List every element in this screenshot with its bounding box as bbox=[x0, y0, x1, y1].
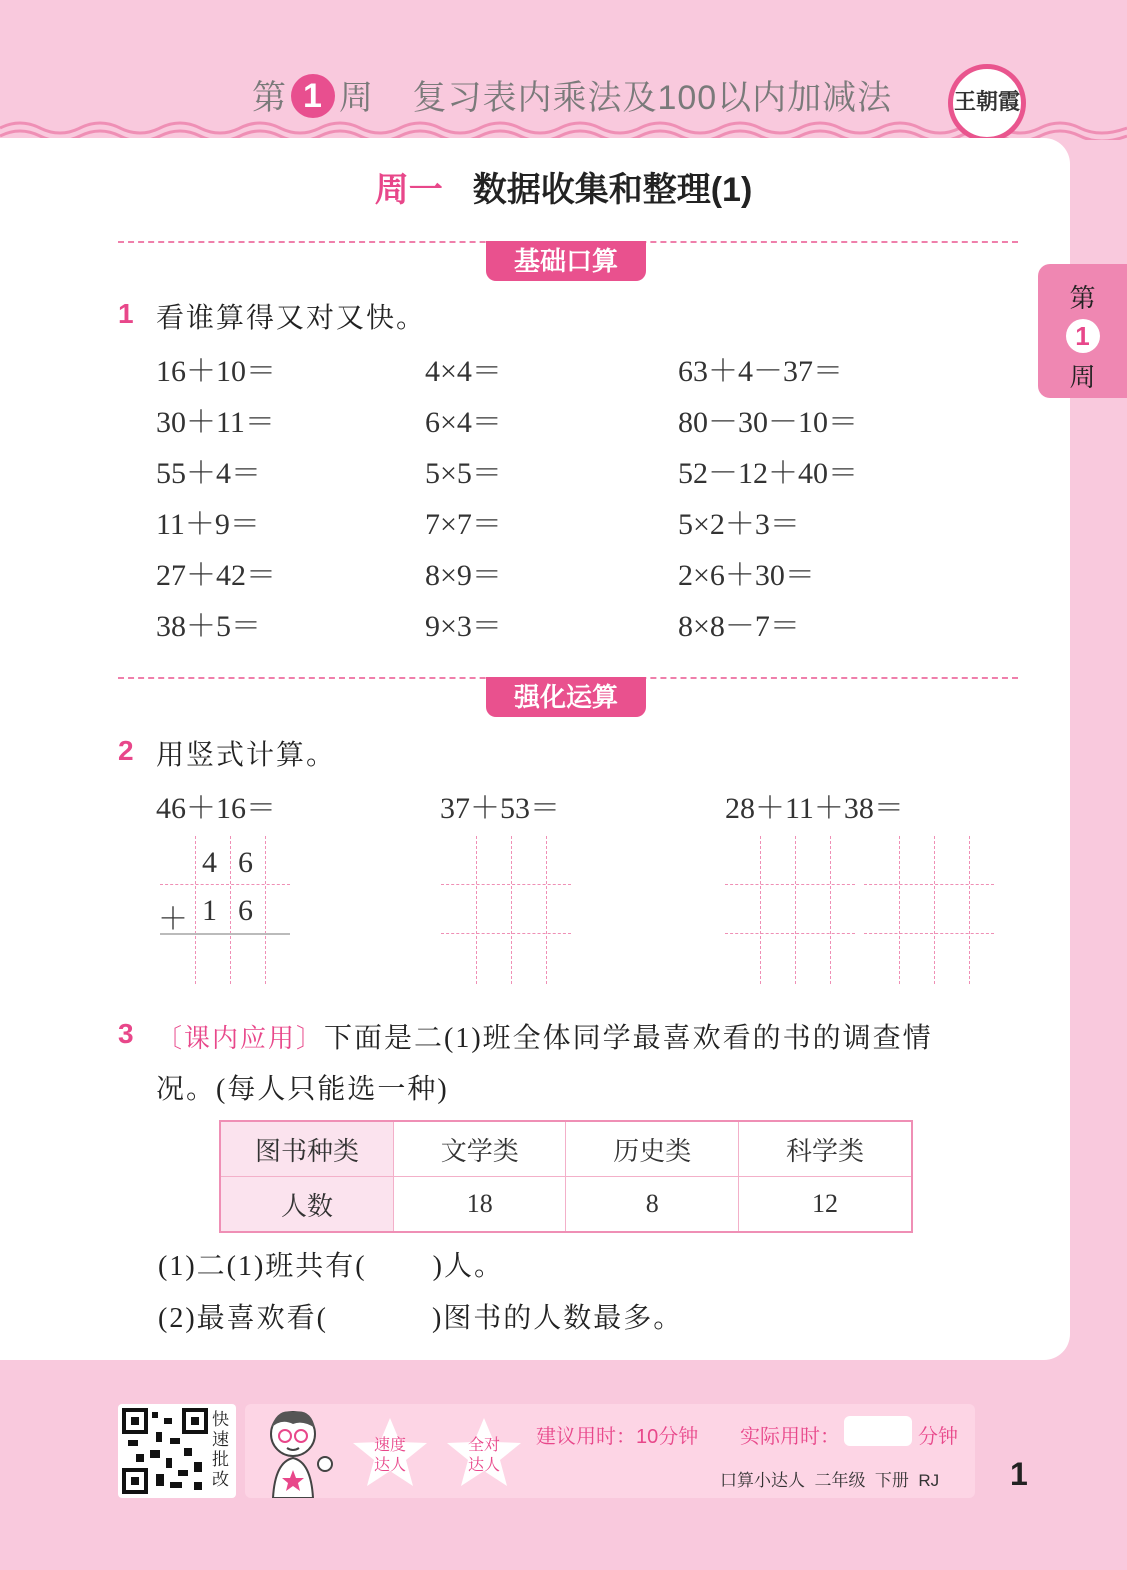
table-cell: 8 bbox=[566, 1177, 738, 1233]
survey-table bbox=[219, 1120, 913, 1233]
table-cell: 18 bbox=[394, 1177, 566, 1233]
arithmetic-item: 9×3＝ bbox=[425, 610, 502, 643]
question-prompt-line2: 况。(每人只能选一种) bbox=[156, 1074, 449, 1105]
sub-question-text: )图书的人数最多。 bbox=[431, 1303, 684, 1334]
badge-label: 全对达人 bbox=[467, 1437, 500, 1474]
sub-question-text: (1)二(1)班共有( bbox=[158, 1251, 367, 1282]
vertical-calc-expression: 37＋53＝ bbox=[440, 792, 560, 825]
week-side-tab bbox=[1038, 264, 1127, 398]
section-ribbon-strengthen: 强化运算 bbox=[486, 677, 646, 717]
cartoon-kid-icon bbox=[253, 1406, 343, 1498]
table-cell: 文学类 bbox=[394, 1121, 566, 1177]
arithmetic-item: 52－12＋40＝ bbox=[678, 457, 858, 490]
arithmetic-item: 6×4＝ bbox=[425, 406, 502, 439]
speed-master-badge bbox=[350, 1416, 430, 1488]
section-ribbon-basic: 基础口算 bbox=[486, 241, 646, 281]
vertical-calc-expression: 28＋11＋38＝ bbox=[725, 792, 904, 825]
arithmetic-item: 5×2＋3＝ bbox=[678, 508, 800, 541]
vertical-calc-grid[interactable] bbox=[725, 836, 855, 984]
sub-question-2 bbox=[158, 1296, 683, 1336]
table-cell: 人数 bbox=[220, 1177, 394, 1233]
side-tab-line1: 第 bbox=[1069, 283, 1096, 313]
question-prompt-line1 bbox=[156, 1016, 933, 1056]
page-number: 1 bbox=[1010, 1456, 1028, 1492]
arithmetic-item: 16＋10＝ bbox=[156, 355, 276, 388]
question-prompt: 看谁算得又对又快。 bbox=[156, 303, 427, 334]
header-title-line bbox=[252, 70, 892, 119]
arithmetic-item: 7×7＝ bbox=[425, 508, 502, 541]
arithmetic-item: 4×4＝ bbox=[425, 355, 502, 388]
vertical-calc-grid[interactable] bbox=[441, 836, 571, 984]
qr-code-icon bbox=[122, 1408, 208, 1494]
arithmetic-item: 8×9＝ bbox=[425, 559, 502, 592]
table-cell: 图书种类 bbox=[220, 1121, 394, 1177]
actual-time-input[interactable] bbox=[844, 1416, 912, 1446]
question-number: 3 bbox=[118, 1018, 134, 1049]
actual-time-label: 实际用时： bbox=[740, 1426, 840, 1448]
sub-question-text: (2)最喜欢看( bbox=[158, 1303, 328, 1334]
qr-label: 快速批改 bbox=[212, 1410, 229, 1489]
question-prompt-text: 下面是二(1)班全体同学最喜欢看的书的调查情 bbox=[324, 1023, 933, 1054]
digit: 6 bbox=[238, 846, 253, 879]
page-title bbox=[0, 162, 1127, 211]
week-prefix: 第 bbox=[252, 79, 287, 117]
arithmetic-item: 27＋42＝ bbox=[156, 559, 276, 592]
arithmetic-item: 80－30－10＝ bbox=[678, 406, 858, 439]
week-number-badge: 1 bbox=[291, 74, 335, 118]
arithmetic-item: 55＋4＝ bbox=[156, 457, 261, 490]
arithmetic-item: 2×6＋30＝ bbox=[678, 559, 815, 592]
page-title-topic: 数据收集和整理(1) bbox=[472, 171, 753, 209]
side-tab-number: 1 bbox=[1066, 319, 1100, 353]
question-prompt: 用竖式计算。 bbox=[156, 740, 337, 771]
all-correct-badge bbox=[444, 1416, 524, 1488]
table-row bbox=[220, 1177, 912, 1233]
plus-sign: ＋ bbox=[158, 903, 188, 936]
arithmetic-item: 63＋4－37＝ bbox=[678, 355, 843, 388]
brand-seal-logo: 王朝霞 bbox=[948, 64, 1026, 142]
sub-question-1 bbox=[158, 1244, 504, 1284]
arithmetic-item: 38＋5＝ bbox=[156, 610, 261, 643]
badge-label: 速度达人 bbox=[373, 1437, 406, 1474]
digit: 1 bbox=[202, 894, 217, 927]
suggested-time: 建议用时：10分钟 bbox=[536, 1426, 699, 1448]
table-row bbox=[220, 1121, 912, 1177]
arithmetic-item: 11＋9＝ bbox=[156, 508, 260, 541]
table-cell: 历史类 bbox=[566, 1121, 738, 1177]
vertical-calc-expression: 46＋16＝ bbox=[156, 792, 276, 825]
arithmetic-item: 8×8－7＝ bbox=[678, 610, 800, 643]
table-cell: 科学类 bbox=[738, 1121, 912, 1177]
page-title-day: 周一 bbox=[374, 171, 443, 209]
header-title: 复习表内乘法及100以内加减法 bbox=[412, 79, 893, 117]
question-number: 1 bbox=[118, 298, 134, 329]
arithmetic-item: 5×5＝ bbox=[425, 457, 502, 490]
vertical-calc-grid[interactable] bbox=[864, 836, 994, 984]
digit: 4 bbox=[202, 846, 217, 879]
book-info: 口算小达人 二年级 下册 RJ bbox=[720, 1471, 940, 1490]
question-number: 2 bbox=[118, 735, 134, 766]
week-suffix: 周 bbox=[339, 79, 374, 117]
digit: 6 bbox=[238, 894, 253, 927]
sub-question-text: )人。 bbox=[432, 1251, 504, 1282]
side-tab-line2: 周 bbox=[1069, 362, 1096, 392]
question-tag: 〔课内应用〕 bbox=[156, 1024, 325, 1053]
arithmetic-item: 30＋11＝ bbox=[156, 406, 275, 439]
minutes-label: 分钟 bbox=[918, 1426, 958, 1448]
table-cell: 12 bbox=[738, 1177, 912, 1233]
qr-code-block[interactable] bbox=[118, 1404, 236, 1498]
